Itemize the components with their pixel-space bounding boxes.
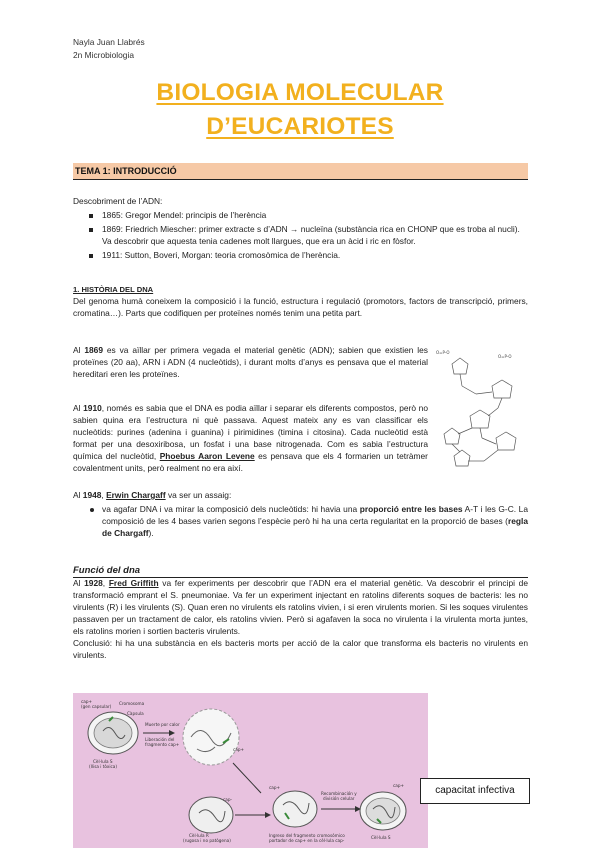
arrow-head-icon	[265, 812, 271, 818]
history-heading: 1. HISTÒRIA DEL DNA	[73, 285, 154, 294]
figure-label: Recombinación y	[321, 791, 357, 796]
chargaff-list	[89, 504, 528, 540]
figure-label: (gen capsular)	[81, 704, 112, 709]
text-run: Al	[73, 578, 85, 588]
capacitat-infectiva-box: capacitat infectiva	[420, 778, 530, 804]
cell-uptake-icon	[273, 791, 317, 827]
section-banner: TEMA 1: INTRODUCCIÓ	[73, 163, 528, 179]
cell-s-final-icon	[360, 792, 406, 830]
funcio-conclusion: Conclusió: hi ha una substància en els bacteris morts per acció de la calor que transforma els bacteris no virulents en virulents.	[73, 637, 528, 660]
highlight-bases: proporció entre les bases	[359, 503, 463, 514]
discovery-list	[89, 210, 528, 262]
figure-label: (rugosa i no patògena)	[183, 838, 231, 843]
highlight-chargaff-rule: regla de Chargaff	[102, 515, 528, 538]
title-line-2: D’EUCARIOTES	[206, 113, 394, 140]
text-run: Al	[73, 403, 84, 413]
intro-block	[73, 196, 528, 262]
lysed-cell-icon	[183, 709, 239, 765]
mol-label: O=P-O	[498, 354, 512, 359]
arrow-icon	[233, 763, 261, 793]
mol-label: O=P-O	[436, 350, 450, 355]
funcio-heading: Funció del dna	[73, 564, 528, 578]
text-run: Al	[73, 345, 85, 355]
text-run: , només es sabia que el DNA es podia aïllar i separar els diferents compostos, però no sabien quina era l’estructura ni què passava. Aquest mateix any es van classificar els nucleòtids: purines (adenina i guanina) i pirimidines (timina i citosina). Cada nucleòtid està format per una desoxiribosa, un fosfat i una base nitrogenada. Com es sabia l’estructura química del nucleòtid,	[73, 403, 428, 461]
arrow-head-icon	[169, 730, 175, 736]
document-title	[0, 76, 600, 144]
figure-label: cap+	[393, 783, 405, 788]
title-line-1: BIOLOGIA MOLECULAR	[156, 79, 444, 106]
list-item: 1911: Sutton, Boveri, Morgan: teoria cromosòmica de l’herència.	[89, 250, 528, 262]
history-paragraph-1: Del genoma humà coneixem la composició i la funció, estructura i regulació (promotors, factors de transcripció, primers, cromatina…). Parts que codifiquen per proteïnes només tenim una petita part.	[73, 295, 528, 318]
list-item	[89, 504, 528, 540]
figure-label: fragmento cap+	[145, 742, 180, 747]
figure-label: cap+	[233, 747, 245, 752]
griffith-figure	[73, 693, 428, 848]
text-run: ).	[148, 527, 154, 538]
course-name: 2n Microbiologia	[73, 50, 134, 60]
griffith-diagram	[73, 693, 428, 848]
figure-label: cap+	[81, 699, 93, 704]
text-run: A-T i les G-C. La composició de les 4 bases varien segons l’espècie però hi ha una certa regularitat en la proporció de bases (	[102, 503, 528, 526]
figure-label: cap-	[223, 797, 233, 802]
year-1910: 1910	[83, 403, 102, 413]
text-run: va ser un assaig:	[165, 490, 232, 500]
year-1869: 1869	[84, 345, 103, 355]
scientist-griffith: Fred Griffith	[108, 578, 159, 588]
cell-r-icon	[189, 797, 233, 833]
list-item: 1865: Gregor Mendel: principis de l’herència	[89, 210, 528, 222]
history-paragraph-3	[73, 403, 428, 475]
list-item: 1869: Friedrich Miescher: primer extracte s d’ADN → nucleïna (substància rica en CHONP que es troba al nucli). Va descobrir que aquesta tenia cadenes molt llargues, que era un àcid i ric en fòsfor.	[89, 224, 528, 248]
page-header	[73, 36, 145, 62]
figure-label: Cromosoma	[119, 701, 145, 706]
scientist-levene: Phoebus Aaron Levene	[159, 450, 255, 461]
figure-label: Liberación del	[145, 737, 175, 742]
year-1948: 1948	[82, 490, 102, 500]
figure-label: (Ilisa i tòxica)	[89, 764, 117, 769]
author-name: Nayla Juan Llabrés	[73, 37, 145, 47]
figure-label: portador de cap+ en la cèl·lula cap-	[269, 838, 345, 843]
funcio-paragraph: Al 1928, Fred Griffith va fer experiments per descobrir que l’ADN era el material genètic. Va descobrir el principi de transformació emprant el S. pneumoniae. Va fer un experiment injectant en ratolins diferents soques de bacteris: les no virulents (R) i les virulents (S). Quan eren no virulents els ratolins vivien, i si eren virulents morien. Si les soques virulentes passaven per un tractament de calor, els ratolins vivien. Però si agafaven la soca no virulenta i la virulenta morta juntes, els ratolins morien i sortien bacteris virulents. Conclusió: hi ha una substància en els bacteris morts per acció de la calor que transforma els bacteris no virulents en virulents.	[73, 578, 528, 660]
text-run: va agafar DNA i va mirar la composició dels nucleòtids: hi havia una	[102, 503, 360, 514]
text-run: es va aïllar per primera vegada el material genètic (ADN); sabien que existien les proteïnes (20 aa), ARN i ADN (4 nucleòtids), i durant molts d’anys es pensava que el material hereditari eren les proteïnes.	[73, 345, 428, 379]
cell-s-icon	[88, 712, 138, 754]
nucleotide-structure-image	[432, 346, 532, 478]
history-heading-block	[73, 285, 528, 320]
section-banner-rule	[73, 179, 528, 180]
scientist-chargaff: Erwin Chargaff	[106, 490, 166, 500]
figure-label: cap+	[269, 785, 281, 790]
history-paragraph-2	[73, 345, 428, 381]
text-run: Al	[73, 490, 83, 500]
history-paragraph-4: Al 1948, Erwin Chargaff va ser un assaig: va agafar DNA i va mirar la composició dels nucleòtids: hi havia una proporció entre les bases A-T i les G-C. La composició de les 4 bases varien segons l’espècie però hi ha una certa regularitat en la proporció de bases (regla de Chargaff).	[73, 490, 528, 538]
text-run: va fer experiments per descobrir que l’ADN era el material genètic. Va descobrir el principi de transformació emprant el S. pneumoniae. Va fer un experiment injectant en ratolins diferents soques de bacteris: les no virulents (R) i les virulents (S). Quan eren no virulents els ratolins vivien, i si eren virulents morien. Si les soques virulentes passaven per un tractament de calor, els ratolins vivien. Però si agafaven la soca no virulenta i la virulenta morta juntes, els ratolins morien i sortien bacteris virulents.	[73, 578, 528, 636]
figure-label: Cèl·lula S	[371, 835, 391, 840]
figure-label: Cèl·lula R	[189, 833, 209, 838]
figure-label: Càpsula	[127, 711, 144, 716]
intro-lead: Descobriment de l’ADN:	[73, 196, 163, 206]
figure-label: división celular	[323, 796, 355, 801]
figure-label: Muerte por calor	[145, 722, 180, 727]
year-1928: 1928	[84, 578, 103, 588]
text-run: es pensava que els 4 formarien un tetràmer covalentment units, però realment no era així.	[73, 450, 428, 473]
figure-label: Cèl·lula S	[93, 759, 113, 764]
figure-label: Ingreso del fragmento cromosómico	[269, 833, 345, 838]
